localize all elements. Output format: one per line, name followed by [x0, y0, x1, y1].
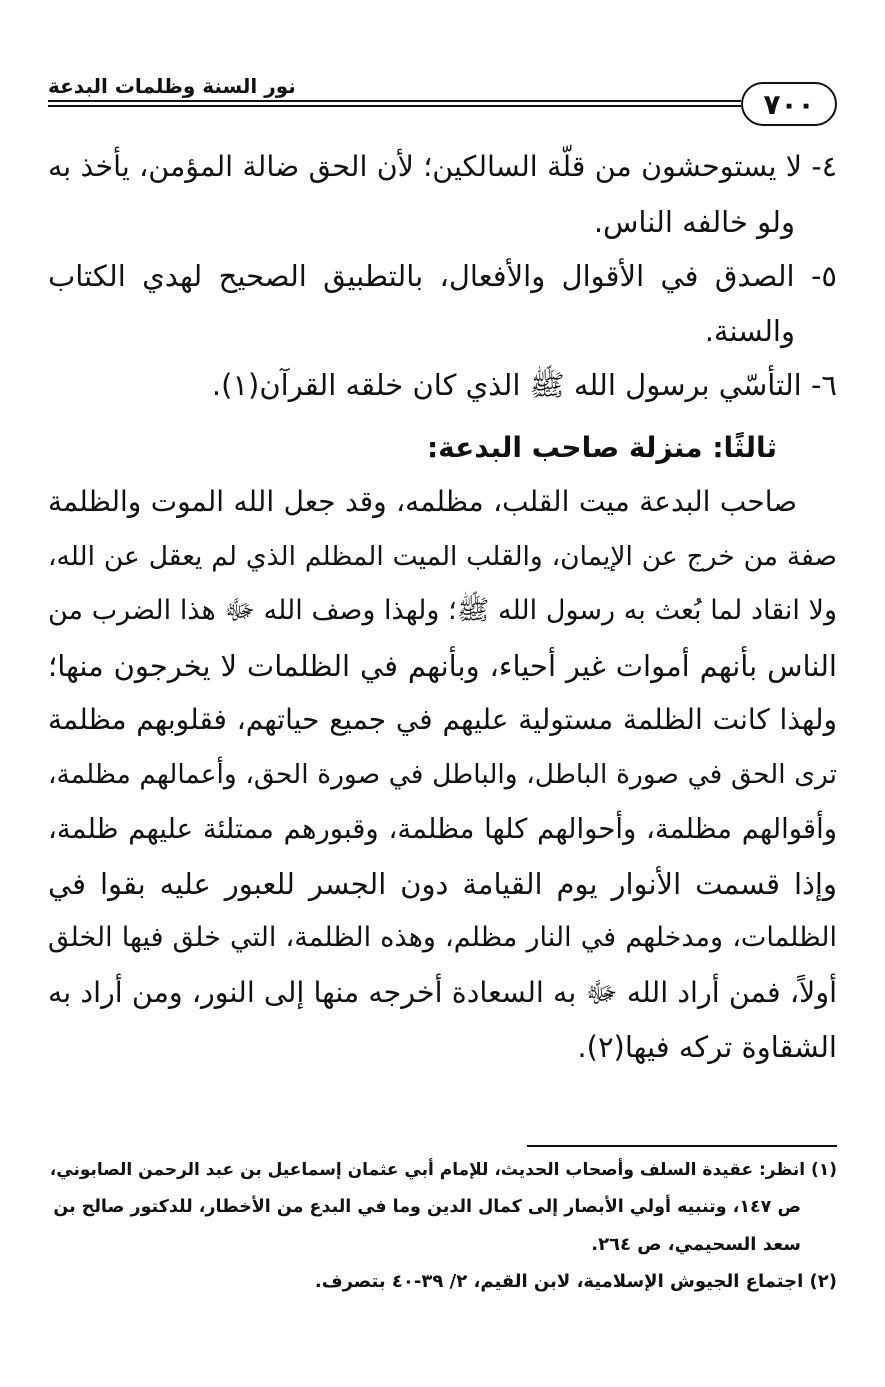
header-rule [48, 100, 741, 102]
paragraph-line: أولاً، فمن أراد الله ﷻ به السعادة أخرجه منها إلى النور، ومن أراد به [48, 975, 837, 1009]
list-item-4-continued: ولو خالفه الناس. [593, 204, 795, 239]
running-title: نور السنة وظلمات البدعة [48, 74, 296, 98]
footnote-separator [527, 1145, 837, 1147]
section-heading: ثالثًا: منزلة صاحب البدعة: [426, 430, 777, 464]
main-text [48, 140, 837, 1075]
paragraph-line: صفة من خرج عن الإيمان، والقلب الميت المظلم الذي لم يعقل عن الله، [48, 540, 837, 572]
list-item-4: ٤- لا يستوحشون من قلّة السالكين؛ لأن الحق ضالة المؤمن، يأخذ به [48, 150, 837, 183]
paragraph-line: الظلمات، ومدخلهم في النار مظلم، وهذه الظلمة، التي خلق فيها الخلق [48, 922, 837, 953]
footnotes [48, 1152, 837, 1300]
paragraph-line: ولا انقاد لما بُعث به رسول الله ﷺ؛ ولهذا وصف الله ﷻ هذا الضرب من [48, 595, 837, 626]
paragraph-line: وإذا قسمت الأنوار يوم القيامة دون الجسر للعبور عليه بقوا في [48, 866, 837, 901]
paragraph-line: ولهذا كانت الظلمة مستولية عليهم في جميع حياتهم، فقلوبهم مظلمة [48, 703, 837, 736]
paragraph-line: ترى الحق في صورة الباطل، والباطل في صورة الحق، وأعمالهم مظلمة، [48, 758, 837, 790]
footnote-1-continued: سعد السحيمي، ص ٢٦٤. [591, 1234, 801, 1255]
list-item-5: ٥- الصدق في الأقوال والأفعال، بالتطبيق الصحيح لهدي الكتاب [48, 259, 837, 293]
footnote-1-continued: ص ١٤٧، وتنبيه أولي الأبصار إلى كمال الدين وما في البدع من الأخطار، للدكتور صالح بن [53, 1197, 801, 1217]
page-number: ٧٠٠ [741, 82, 837, 126]
paragraph-line: وأقوالهم مظلمة، وأحوالهم كلها مظلمة، وقبورهم ممتلئة عليهم ظلمة، [48, 813, 837, 845]
paragraph-last-line: الشقاوة تركه فيها(٢). [577, 1030, 837, 1064]
list-item-5-continued: والسنة. [704, 313, 795, 348]
list-item-6: ٦- التأسّي برسول الله ﷺ الذي كان خلقه القرآن(١). [211, 368, 837, 402]
paragraph-line: صاحب البدعة ميت القلب، مظلمه، وقد جعل الله الموت والظلمة [48, 485, 797, 518]
paragraph-line: الناس بأنهم أموات غير أحياء، وبأنهم في الظلمات لا يخرجون منها؛ [48, 648, 837, 683]
footnote-2: (٢) اجتماع الجيوش الإسلامية، لابن القيم، ٢/ ٣٩-٤٠ بتصرف. [314, 1271, 837, 1292]
header-rule-lower [48, 105, 741, 107]
footnote-1: (١) انظر: عقيدة السلف وأصحاب الحديث، للإمام أبي عثمان إسماعيل بن عبد الرحمن الصابوني، [49, 1160, 837, 1180]
page-header [48, 70, 837, 130]
